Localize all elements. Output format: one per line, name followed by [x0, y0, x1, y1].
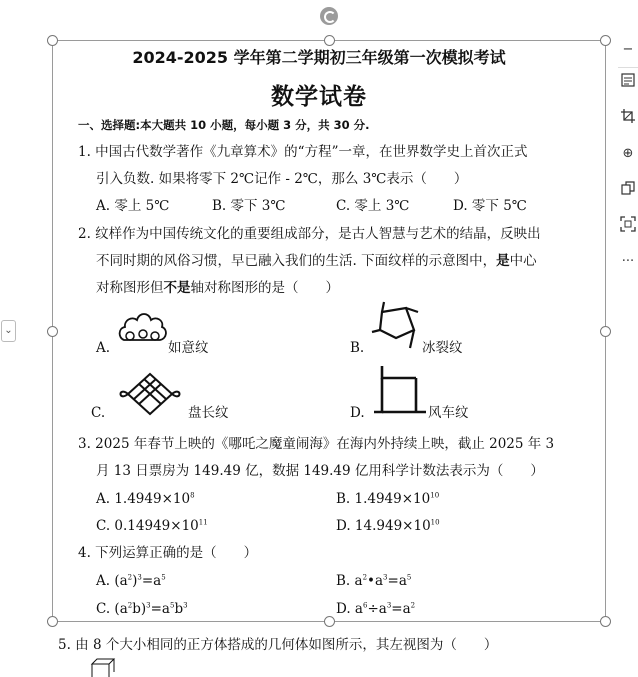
q2-option-c-label: 盘长纹 [188, 405, 229, 421]
q4-d-part2: ÷a [367, 601, 387, 617]
q4-c-part2: b) [132, 601, 147, 617]
q3-b-base: B. 1.4949×10 [336, 491, 431, 507]
q3-option-c [96, 518, 208, 534]
q4-b-part1: B. a [336, 573, 363, 589]
q3-c-base: C. 0.14949×10 [96, 518, 199, 534]
exam-title: 2024-2025 学年第二学期初三年级第一次模拟考试 [132, 48, 506, 67]
q1-stem-line1: 1. 中国古代数学著作《九章算术》的“方程”一章，在世界数学史上首次正式 [78, 144, 528, 160]
q4-c-part1: C. (a [96, 601, 128, 617]
q3-stem-line2: 月 13 日票房为 149.49 亿，数据 149.49 亿用科学计数法表示为（ ） [96, 463, 544, 479]
q1-option-d: D. 零下 5℃ [453, 198, 527, 214]
q1-option-a: A. 零上 5℃ [96, 198, 170, 214]
q2-stem-line1: 2. 纹样作为中国传统文化的重要组成部分，是古人智慧与艺术的结晶，反映出 [78, 226, 541, 242]
q4-b-part3: =a [387, 573, 407, 589]
resize-handle-left[interactable] [47, 326, 58, 337]
cube-stack-figure [90, 658, 120, 677]
q4-option-a [96, 573, 166, 589]
q3-option-a [96, 491, 195, 507]
q1-option-c: C. 零上 3℃ [336, 198, 410, 214]
q4-b-part2: •a [367, 573, 384, 589]
q4-a-exp3: 5 [161, 573, 166, 582]
q4-d-part3: =a [391, 601, 411, 617]
q3-c-exponent: 11 [198, 518, 208, 527]
q4-a-part2: ) [132, 573, 138, 589]
q5-stem: 5. 由 8 个大小相同的正方体搭成的几何体如图所示，其左视图为（ ） [58, 637, 498, 653]
copy-icon[interactable] [618, 180, 638, 200]
q4-c-part4: b [174, 601, 184, 617]
q3-stem-line1: 3. 2025 年春节上映的《哪吒之魔童闹海》在海内外持续上映，截止 2025 年 3 [78, 436, 555, 452]
q2-line3-tail: 轴对称图形的是（ ） [190, 280, 339, 296]
q4-b-exp3: 5 [406, 573, 412, 582]
q3-b-exponent: 10 [430, 491, 440, 500]
q2-option-c-letter: C. [91, 405, 106, 421]
q2-stem-line3 [96, 280, 339, 296]
q4-d-part1: D. a [336, 601, 363, 617]
q2-line2-tail: 中心 [509, 253, 537, 269]
chevron-down-icon[interactable]: ⌄ [1, 320, 16, 342]
q2-option-d-letter: D. [350, 405, 365, 421]
q3-d-exponent: 10 [430, 518, 440, 527]
exam-subtitle: 数学试卷 [271, 84, 367, 110]
resize-handle-bottom-right[interactable] [600, 616, 611, 627]
q2-option-b-label: 冰裂纹 [422, 340, 463, 356]
fit-screen-icon[interactable] [618, 216, 638, 236]
q4-b-exp2: 3 [383, 573, 388, 582]
q2-option-d-label: 风车纹 [428, 405, 469, 421]
q2-option-a-label: 如意纹 [168, 340, 209, 356]
q4-a-part3: =a [141, 573, 162, 589]
q4-d-exp3: 2 [410, 601, 416, 610]
resize-handle-bottom[interactable] [324, 616, 335, 627]
more-options-icon[interactable]: ··· [621, 254, 635, 269]
q4-d-exp2: 3 [386, 601, 392, 610]
q4-c-exp2: 3 [146, 601, 151, 610]
endless-knot-pattern-figure [114, 372, 186, 416]
q3-a-base: A. 1.4949×10 [96, 491, 191, 507]
q4-c-part3: =a [150, 601, 170, 617]
windmill-pattern-figure [372, 364, 428, 418]
q2-option-a-letter: A. [96, 340, 111, 356]
section-heading: 一、选择题:本大题共 10 小题，每小题 3 分，共 30 分. [78, 118, 370, 132]
q2-option-b-letter: B. [350, 340, 365, 356]
q4-option-c [96, 601, 188, 617]
q4-c-exp1: 2 [127, 601, 133, 610]
q3-a-exponent: 8 [190, 491, 195, 500]
q3-d-base: D. 14.949×10 [336, 518, 431, 534]
q4-a-part1: A. (a [96, 573, 128, 589]
q3-option-b [336, 491, 439, 507]
q1-option-b: B. 零下 3℃ [212, 198, 286, 214]
q2-stem-line2 [96, 253, 537, 269]
q2-line2-text: 不同时期的风俗习惯，早已融入我们的生活. 下面纹样的示意图中， [96, 253, 497, 269]
collapse-minus-icon[interactable]: − [622, 42, 634, 57]
q1-stem-line2: 引入负数. 如果将零下 2℃记作 - 2℃，那么 3℃表示（ ） [96, 171, 468, 187]
q4-option-d [336, 601, 415, 617]
q2-line3-text: 对称图形但 [96, 280, 164, 296]
rotate-handle-icon[interactable] [320, 7, 338, 25]
zoom-in-icon[interactable]: ⊕ [622, 146, 634, 161]
q3-option-d [336, 518, 440, 534]
ice-crack-pattern-figure [370, 300, 422, 352]
resize-handle-right[interactable] [600, 326, 611, 337]
ruyi-pattern-figure [116, 308, 168, 350]
q4-c-exp3: 5 [169, 601, 175, 610]
q4-d-exp1: 6 [362, 601, 368, 610]
q4-stem: 4. 下列运算正确的是（ ） [78, 545, 258, 561]
resize-handle-bottom-left[interactable] [47, 616, 58, 627]
q4-a-exp1: 2 [127, 573, 133, 582]
crop-icon[interactable] [618, 108, 638, 128]
q4-b-exp1: 2 [362, 573, 368, 582]
q4-a-exp2: 3 [137, 573, 142, 582]
q4-c-exp4: 3 [183, 601, 188, 610]
q4-option-b [336, 573, 411, 589]
q2-emphasis-not: 不是 [163, 280, 191, 296]
q2-emphasis-is: 是 [496, 253, 510, 269]
